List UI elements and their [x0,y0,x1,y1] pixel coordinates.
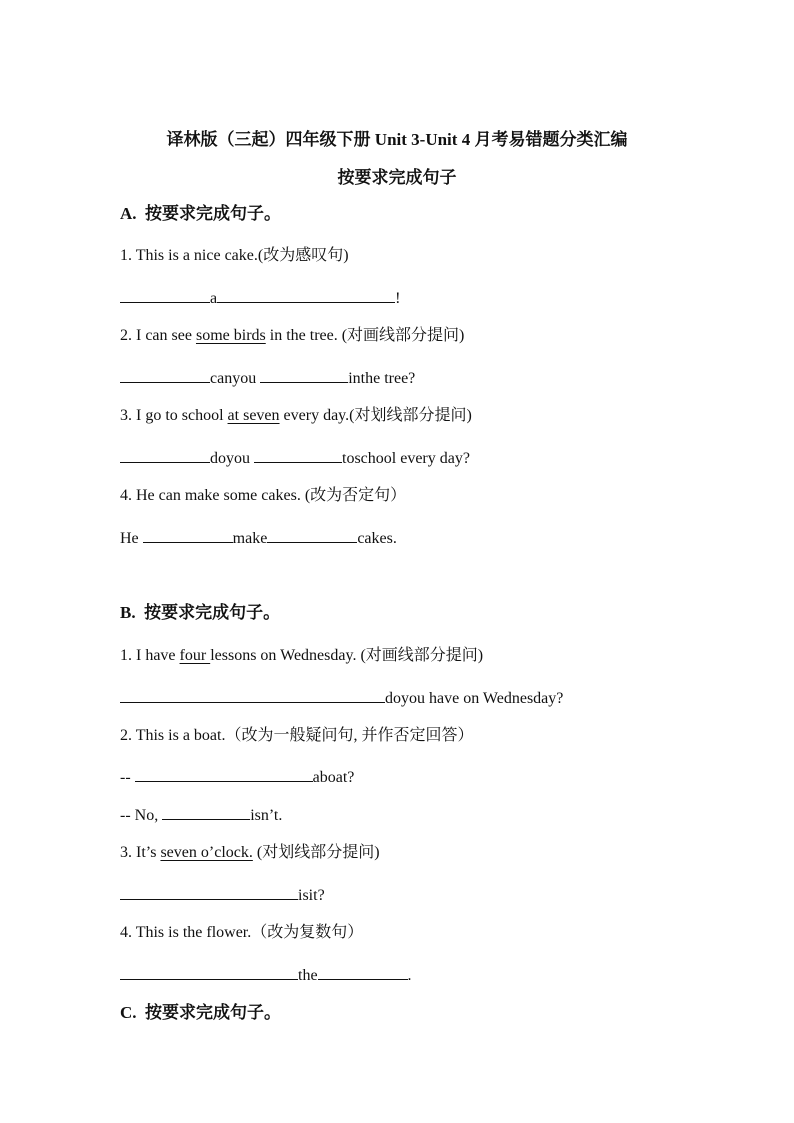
answer-blank[interactable] [254,447,342,463]
answer-blank[interactable] [120,447,210,463]
answer-blank[interactable] [162,804,250,820]
b-q3-answer: isit? [120,884,325,906]
b-q2-prompt: 2. This is a boat.（改为一般疑问句, 并作否定回答） [120,727,474,744]
answer-blank[interactable] [120,964,298,980]
a-q2-answer: canyou inthe tree? [120,367,415,389]
underlined-phrase: some birds [195,327,266,344]
section-a-heading: A. 按要求完成句子。 [120,204,282,223]
b-q4-prompt: 4. This is the flower.（改为复数句） [120,924,364,941]
underlined-phrase: at seven [227,407,280,424]
answer-blank[interactable] [120,687,385,703]
answer-blank[interactable] [143,527,233,543]
worksheet-subtitle: 按要求完成句子 [337,168,457,187]
answer-blank[interactable] [260,367,348,383]
answer-blank[interactable] [267,527,357,543]
section-c-heading: C. 按要求完成句子。 [120,1003,282,1022]
a-q1-answer: a ! [120,287,400,309]
underlined-phrase: seven o’clock. [160,844,253,861]
b-q2-answer-reply: -- No, isn’t. [120,804,282,826]
answer-blank[interactable] [135,766,313,782]
answer-blank[interactable] [120,367,210,383]
answer-blank[interactable] [318,964,408,980]
answer-blank[interactable] [120,884,298,900]
a-q4-answer: He make cakes. [120,527,397,549]
a-q3-prompt: 3. I go to school at seven every day.(对划线部分提问) [120,407,472,424]
answer-blank[interactable] [217,287,395,303]
worksheet-title: 译林版（三起）四年级下册 Unit 3-Unit 4 月考易错题分类汇编 [166,130,628,149]
underlined-phrase: four [179,647,211,664]
b-q4-answer: the . [120,964,412,986]
a-q3-answer: doyou toschool every day? [120,447,470,469]
a-q4-prompt: 4. He can make some cakes. (改为否定句） [120,487,407,504]
b-q1-prompt: 1. I have four lessons on Wednesday. (对画线部分提问) [120,647,484,664]
a-q1-prompt: 1. This is a nice cake.(改为感叹句) [120,247,349,264]
section-b-heading: B. 按要求完成句子。 [120,603,281,622]
answer-blank[interactable] [120,287,210,303]
b-q1-answer: doyou have on Wednesday? [120,687,563,709]
a-q2-prompt: 2. I can see some birds in the tree. (对画线部分提问) [120,327,465,344]
b-q2-answer-question: -- aboat? [120,766,354,788]
b-q3-prompt: 3. It’s seven o’clock. (对划线部分提问) [120,844,380,861]
